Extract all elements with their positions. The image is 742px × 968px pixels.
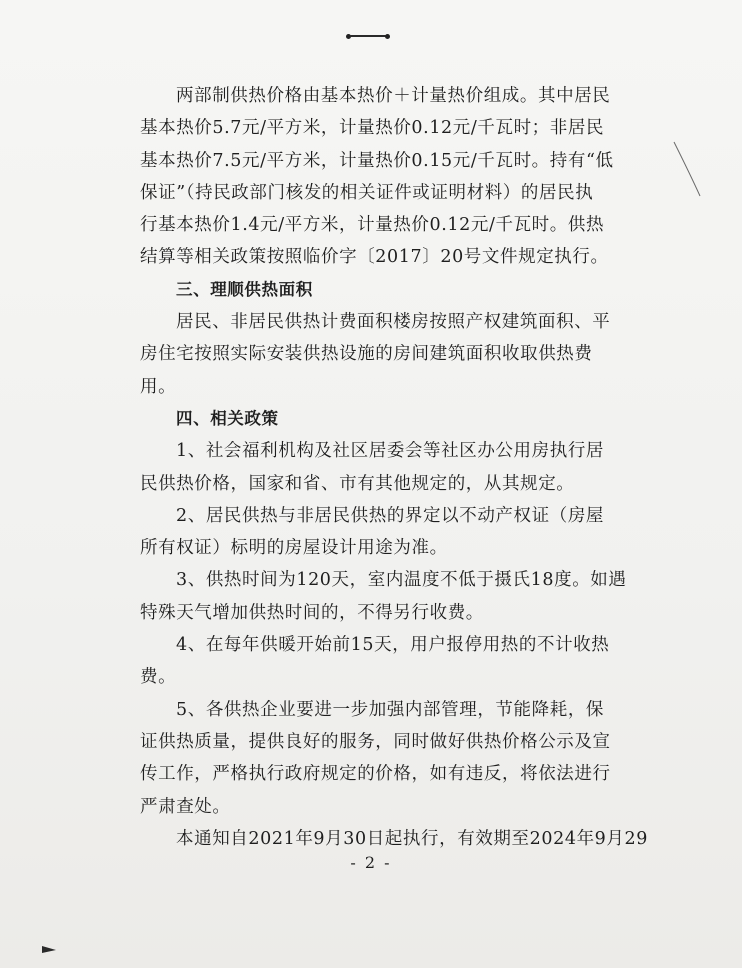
paragraph-line: 费。 — [140, 667, 177, 688]
paragraph-line: 房住宅按照实际安装供热设施的房间建筑面积收取供热费 — [140, 344, 593, 365]
paper-crease-icon — [672, 140, 702, 200]
page-number: - 2 - — [350, 853, 392, 872]
paragraph-line: 行基本热价1.4元/平方米，计量热价0.12元/千瓦时。供热 — [140, 215, 605, 236]
binding-staple-icon — [346, 34, 390, 39]
paragraph-line: 所有权证）标明的房屋设计用途为准。 — [140, 538, 448, 559]
paragraph-line: 居民、非居民供热计费面积楼房按照产权建筑面积、平 — [176, 312, 611, 333]
paragraph-line: 证供热质量，提供良好的服务，同时做好供热价格公示及宣 — [140, 731, 611, 752]
paragraph-line: 基本热价5.7元/平方米，计量热价0.12元/千瓦时；非居民 — [140, 118, 605, 139]
paragraph-line: 结算等相关政策按照临价字〔2017〕20号文件规定执行。 — [140, 247, 609, 268]
paragraph-line: 5、各供热企业要进一步加强内部管理，节能降耗，保 — [176, 699, 605, 720]
paragraph-line: 3、供热时间为120天，室内温度不低于摄氏18度。如遇 — [176, 570, 627, 591]
paragraph-line: 4、在每年供暖开始前15天，用户报停用热的不计收热 — [176, 635, 610, 656]
paragraph-line: 传工作，严格执行政府规定的价格，如有违反，将依法进行 — [140, 764, 611, 785]
paragraph-line: 民供热价格，国家和省、市有其他规定的，从其规定。 — [140, 473, 575, 494]
paragraph-line: 保证”（持民政部门核发的相关证件或证明材料）的居民执 — [140, 182, 594, 203]
scan-corner-mark-icon — [42, 944, 58, 954]
section-heading: 三、理顺供热面积 — [176, 279, 313, 299]
paragraph-line: 两部制供热价格由基本热价＋计量热价组成。其中居民 — [176, 86, 611, 106]
section-heading: 四、相关政策 — [176, 408, 279, 428]
paragraph-line: 严肃查处。 — [140, 796, 231, 817]
paragraph-line: 用。 — [140, 376, 177, 397]
paragraph-line: 1、社会福利机构及社区居委会等社区办公用房执行居 — [176, 441, 605, 462]
paragraph-line: 基本热价7.5元/平方米，计量热价0.15元/千瓦时。持有“低 — [140, 150, 614, 171]
paragraph-line: 本通知自2021年9月30日起执行，有效期至2024年9月29 — [176, 828, 648, 849]
paragraph-line: 2、居民供热与非居民供热的界定以不动产权证（房屋 — [176, 505, 605, 526]
document-body — [140, 80, 648, 855]
paragraph-line: 特殊天气增加供热时间的，不得另行收费。 — [140, 602, 484, 623]
